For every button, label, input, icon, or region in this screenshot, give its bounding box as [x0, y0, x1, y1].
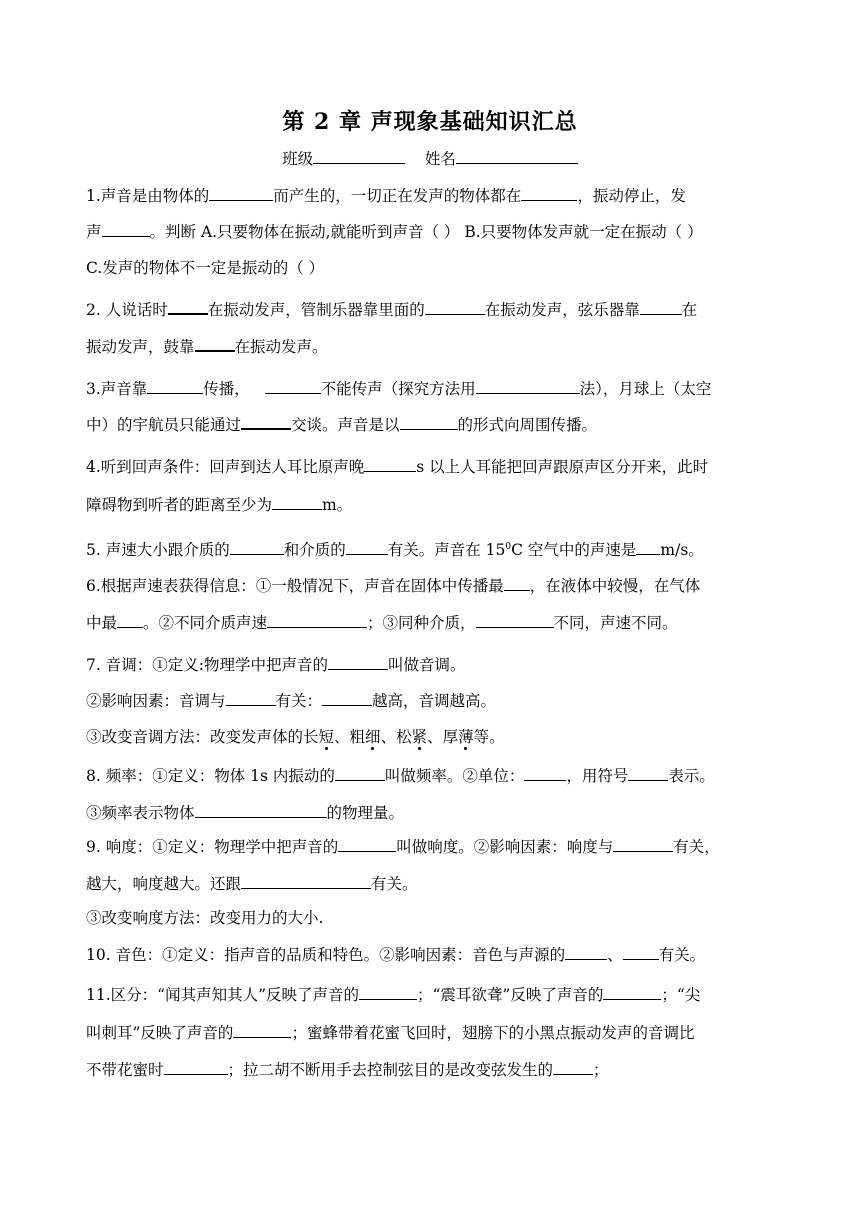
q2-text: 在	[681, 301, 698, 319]
q7-blank-3[interactable]	[322, 690, 372, 706]
q8-blank-4[interactable]	[195, 802, 327, 818]
q2-blank-3[interactable]	[640, 299, 682, 315]
emphasis-dot-char: 薄	[458, 728, 474, 746]
q3-text: 中）的宇航员只能通过	[86, 416, 242, 434]
q9-line-2	[86, 872, 776, 896]
q11-text: 叫刺耳”反映了声音的	[86, 1024, 234, 1042]
q9-blank-1[interactable]	[338, 836, 396, 852]
q7-text: 有关：	[275, 692, 323, 710]
q11-line-2	[86, 1021, 776, 1045]
q11-text: ；“震耳欲聋”反映了声音的	[417, 986, 604, 1004]
q11-line-3	[86, 1058, 776, 1082]
q7-text: 等。	[473, 728, 505, 746]
q1-text: 声	[86, 223, 102, 241]
q6-blank-4[interactable]	[476, 612, 554, 628]
q11-blank-4[interactable]	[164, 1059, 228, 1075]
q1-blank-1[interactable]	[209, 185, 273, 201]
q4-text: 障碍物到听者的距离至少为	[86, 496, 273, 514]
name-field[interactable]	[456, 148, 578, 164]
q1-line-1	[86, 184, 776, 208]
q6-text: ；③同种介质，	[367, 614, 476, 632]
q11-blank-1[interactable]	[359, 984, 417, 1000]
q8-blank-3[interactable]	[628, 765, 668, 781]
q3-text: 法），月球上（太空	[579, 380, 712, 398]
q9-text: ③改变响度方法：改变用力的大小.	[86, 909, 324, 927]
q9-text: 9. 响度：①定义：物理学中把声音的	[86, 838, 339, 856]
q1-blank-2[interactable]	[521, 185, 577, 201]
q10-text: 10. 音色：①定义：指声音的品质和特色。②影响因素：音色与声源的	[86, 946, 566, 964]
q11-blank-2[interactable]	[603, 984, 661, 1000]
q8-blank-2[interactable]	[524, 765, 566, 781]
q3-text: 交谈。声音是以	[291, 416, 400, 434]
q8-text: 表示。	[668, 767, 715, 785]
q3-text: 的形式向周围传播。	[457, 416, 598, 434]
q4-text: s 以上人耳能把回声跟原声区分开来，此时	[416, 458, 709, 476]
q1-text: 而产生的，一切正在发声的物体都在	[273, 187, 522, 205]
q3-blank-5[interactable]	[400, 414, 458, 430]
q4-text: m。	[322, 496, 353, 514]
q4-line-2	[86, 493, 776, 517]
q6-text: 。②不同介质声速	[143, 614, 268, 632]
q2-line-1	[86, 298, 776, 322]
q11-text: ；	[593, 1061, 609, 1079]
q11-text: ；拉二胡不断用手去控制弦目的是改变弦发生的	[227, 1061, 554, 1079]
q4-text: 4.听到回声条件：回声到达人耳比原声晚	[86, 458, 365, 476]
q9-blank-2[interactable]	[613, 836, 673, 852]
q8-line-2	[86, 801, 776, 825]
q2-blank-2[interactable]	[425, 299, 485, 315]
q5-text: 和介质的	[283, 541, 346, 560]
q11-text: 11.区分：“闻其声知其人”反映了声音的	[86, 986, 359, 1004]
q6-text: 中最	[86, 614, 118, 632]
q5-text: m/s。	[660, 541, 704, 560]
q1-text: 。判断 A.只要物体在振动,就能听到声音（ ） B.只要物体发声就一定在振动（ ）	[149, 223, 703, 241]
q7-text: ②影响因素：音调与	[86, 692, 226, 710]
q8-text: ③频率表示物体	[86, 804, 195, 822]
q6-line-1	[86, 574, 776, 598]
degree-superscript: 0	[505, 542, 512, 552]
q7-text: 、粗	[334, 728, 366, 746]
q3-blank-3[interactable]	[476, 378, 580, 394]
q3-line-1	[86, 377, 776, 401]
q2-text: 在振动发声，弦乐器靠	[484, 301, 640, 319]
q3-blank-1[interactable]	[147, 378, 203, 394]
q3-line-2	[86, 413, 776, 437]
q6-line-2	[86, 611, 776, 635]
q1-text: C.发声的物体不一定是振动的（ ）	[86, 259, 325, 277]
q1-text: ，振动停止，发	[577, 187, 686, 205]
q2-blank-4[interactable]	[195, 335, 235, 352]
q8-text: 叫做频率。②单位：	[384, 767, 525, 785]
q7-text: 7. 音调：①定义:物理学中把声音的	[86, 656, 328, 674]
q11-text: 不带花蜜时	[86, 1061, 164, 1079]
q5-line	[86, 535, 776, 559]
q10-text: 有关。	[658, 946, 706, 964]
q6-blank-2[interactable]	[117, 612, 143, 628]
q2-blank-1[interactable]	[168, 298, 208, 315]
q8-text: 8. 频率：①定义：物体 1s 内振动的	[86, 767, 335, 785]
class-name-row	[0, 147, 860, 169]
q9-line-1	[86, 835, 776, 859]
emphasis-dot-char: 短	[318, 728, 335, 746]
q9-line-3	[86, 906, 776, 930]
q7-line-3	[86, 725, 776, 749]
q7-text: ③改变音调方法：改变发声体的长	[86, 728, 319, 746]
name-label: 姓名	[424, 150, 456, 168]
q1-blank-3[interactable]	[102, 221, 150, 237]
q3-text: 传播，	[203, 380, 250, 398]
q9-text: 叫做响度。②影响因素：响度与	[396, 838, 614, 856]
q8-text: ，用符号	[566, 767, 629, 785]
q3-text: 3.声音靠	[86, 380, 148, 398]
q10-text: 、	[607, 946, 623, 964]
q1-line-3	[86, 256, 776, 280]
q10-blank-1[interactable]	[565, 944, 607, 960]
q7-line-1	[86, 653, 776, 677]
q7-text: 、松	[380, 728, 412, 746]
q9-text: 有关。	[371, 875, 418, 893]
emphasis-dot-char: 细	[365, 728, 381, 746]
q3-blank-4[interactable]	[241, 413, 291, 430]
q10-blank-2[interactable]	[623, 944, 659, 960]
page-title: 第 2 章 声现象基础知识汇总	[282, 109, 578, 135]
q4-line-1	[86, 455, 776, 479]
q11-blank-3[interactable]	[233, 1022, 291, 1038]
q8-line-1	[86, 764, 776, 788]
q2-text: 振动发声，鼓靠	[86, 338, 195, 356]
q2-line-2	[86, 335, 776, 359]
q5-blank-1[interactable]	[230, 539, 284, 555]
q9-text: 有关，	[673, 838, 720, 856]
q11-text: ；蜜蜂带着花蜜飞回时，翅膀下的小黑点振动发声的音调比	[291, 1024, 695, 1042]
q7-blank-2[interactable]	[226, 690, 276, 706]
q6-text: 6.根据声速表获得信息：①一般情况下，声音在固体中传播最	[86, 577, 504, 595]
class-label: 班级	[282, 150, 314, 168]
q10-line	[86, 943, 776, 967]
q8-text: 的物理量。	[326, 804, 405, 822]
q2-text: 在振动发声，管制乐器靠里面的	[207, 301, 425, 319]
q5-blank-2[interactable]	[346, 539, 388, 555]
q6-text: ，在液体中较慢，在气体	[529, 577, 701, 595]
q7-line-2	[86, 689, 776, 713]
q11-blank-5[interactable]	[553, 1059, 593, 1075]
q3-text: 不能传声（探究方法用	[320, 380, 476, 398]
q6-text: 不同，声速不同。	[553, 614, 678, 632]
q9-text: 越大，响度越大。还跟	[86, 875, 242, 893]
q1-line-2	[86, 220, 776, 244]
q3-blank-2[interactable]	[265, 378, 321, 394]
q5-text: 5. 声速大小跟介质的	[86, 541, 230, 560]
q6-blank-1[interactable]	[504, 575, 530, 591]
q7-text: 越高，音调越高。	[372, 692, 497, 710]
q7-text: 、厚	[427, 728, 459, 746]
q4-blank-2[interactable]	[272, 494, 322, 510]
class-field[interactable]	[313, 148, 405, 164]
q5-text: C 空气中的声速是	[511, 541, 637, 560]
q9-blank-3[interactable]	[241, 873, 371, 889]
q5-text: 有关。声音在 15	[387, 541, 506, 560]
q8-blank-1[interactable]	[335, 765, 385, 781]
emphasis-dot-char: 紧	[411, 728, 428, 746]
q5-blank-3[interactable]	[636, 539, 660, 555]
q6-blank-3[interactable]	[267, 612, 367, 628]
q7-text: 叫做音调。	[387, 656, 466, 674]
q2-text: 在振动发声。	[234, 338, 328, 356]
q1-text: 1.声音是由物体的	[86, 187, 210, 205]
q11-line-1	[86, 983, 776, 1007]
q7-blank-1[interactable]	[328, 654, 388, 670]
q2-text: 2. 人说话时	[86, 301, 168, 319]
q4-blank-1[interactable]	[364, 456, 416, 472]
q11-text: ；“尖	[661, 986, 701, 1004]
